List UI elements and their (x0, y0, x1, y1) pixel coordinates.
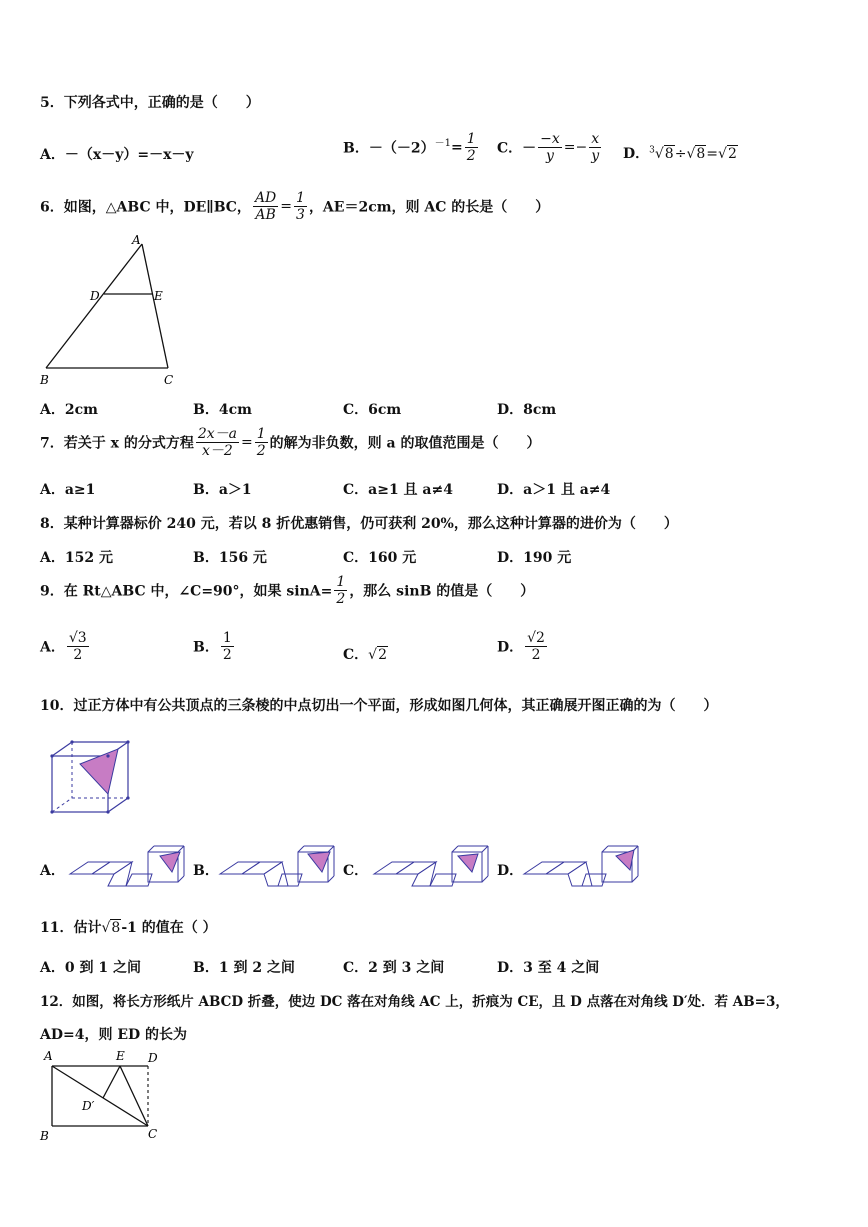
q11-option-a: A．0 到 1 之间 (40, 960, 141, 976)
q5-option-a: A．－（x－y）=－x－y (40, 147, 194, 163)
side-ac (142, 244, 168, 368)
label-d: D (148, 1051, 158, 1065)
label-c: C (164, 373, 174, 387)
q5-option-b: B．$-(-2)^{-1}=$ $\frac{1}{2}$ (343, 131, 476, 164)
q10-option-b-label: B． (193, 863, 219, 879)
q10-option-a-label: A． (40, 863, 65, 879)
q7-option-d: D．a＞1 且 a≠4 (497, 482, 611, 498)
q11-option-b: B．1 到 2 之间 (193, 960, 295, 976)
label-e: E (116, 1049, 125, 1063)
q8-option-b: B．156 元 (193, 550, 267, 566)
q10-net-c (370, 842, 490, 892)
label-b: B (40, 1129, 49, 1143)
label-c: C (148, 1127, 158, 1141)
q10-net-a (66, 842, 186, 892)
q12-stem-line1: 12．如图，将长方形纸片 ABCD 折叠，使边 DC 落在对角线 AC 上，折痕为 CE，且 D 点落在对角线 D′处．若 AB=3， (40, 994, 789, 1010)
q10-net-d (520, 842, 640, 892)
q9-stem: 9．在 Rt△ABC 中，∠C=90°，如果 sinA= $\frac{1}{2}$ ，那么 sinB 的值是（ ） (40, 574, 535, 607)
q5-stem: 5．下列各式中，正确的是（ ） (40, 95, 260, 111)
q7-stem: 7．若关于 x 的分式方程 $\frac{2x-a}{x-2}$ = $\frac{1}{2}$ 的解为非负数，则 a 的取值范围是（ ） (40, 426, 541, 459)
label-a: A (132, 233, 141, 247)
q8-option-d: D．190 元 (497, 550, 572, 566)
label-d-prime: D′ (82, 1099, 95, 1113)
q10-option-d-label: D． (497, 863, 524, 879)
label-d: D (90, 289, 100, 303)
q9-option-d: D． $\frac{√2}{2}$ (497, 630, 545, 663)
q12-stem-line2: AD=4，则 ED 的长为 (40, 1027, 188, 1043)
q8-option-a: A．152 元 (40, 550, 113, 566)
q11-option-c: C．2 到 3 之间 (343, 960, 445, 976)
q10-cube-figure (44, 738, 140, 820)
q6-triangle-figure (38, 232, 188, 392)
q10-stem: 10．过正方体中有公共顶点的三条棱的中点切出一个平面，形成如图几何体，其正确展开图正确的为（ ） (40, 698, 718, 714)
q8-option-c: C．160 元 (343, 550, 417, 566)
q11-stem: 11．估计√8-1 的值在（ ） (40, 920, 217, 936)
q9-option-b: B． $\frac{1}{2}$ (193, 630, 232, 663)
q6-option-b: B．4cm (193, 402, 252, 418)
q6-option-d: D．8cm (497, 402, 557, 418)
label-e: E (154, 289, 163, 303)
segment-ed-prime (103, 1066, 120, 1098)
q6-option-a: A．2cm (40, 402, 98, 418)
q6-option-c: C．6cm (343, 402, 402, 418)
q7-option-c: C．a≥1 且 a≠4 (343, 482, 453, 498)
q6-stem: 6．如图，△ABC 中，DE∥BC， $\frac{AD}{AB}$ = $\frac{1}{3}$ ，AE＝2cm，则 AC 的长是（ ） (40, 190, 550, 223)
q9-option-c: C．√2 (343, 647, 387, 663)
side-ab (46, 244, 142, 368)
label-b: B (40, 373, 49, 387)
q5-option-d: D．$^3$√8÷√8=√2 (623, 145, 737, 162)
q7-option-a: A．a≥1 (40, 482, 96, 498)
label-a: A (44, 1049, 53, 1063)
q11-option-d: D．3 至 4 之间 (497, 960, 600, 976)
q10-option-c-label: C． (343, 863, 369, 879)
q7-option-b: B．a＞1 (193, 482, 252, 498)
q12-rectangle-figure (38, 1046, 168, 1146)
q9-option-a: A． $\frac{√3}{2}$ (40, 630, 87, 663)
q5-option-c: C．－ $\frac{-x}{y}$ =− $\frac{x}{y}$ (497, 131, 600, 164)
q8-stem: 8．某种计算器标价 240 元，若以 8 折优惠销售，仍可获利 20%，那么这种计算器的进价为（ ） (40, 516, 678, 532)
q10-net-b (216, 842, 336, 892)
